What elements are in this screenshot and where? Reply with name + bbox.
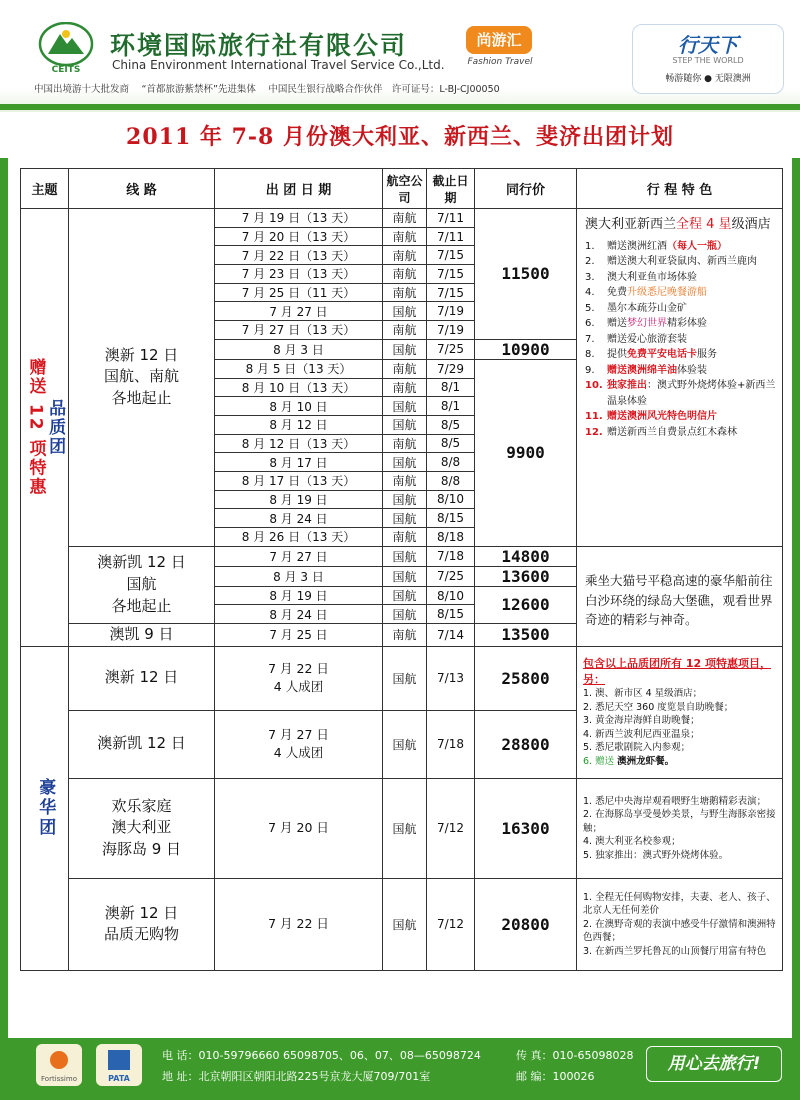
- date-cell: 7 月 27 日（13 天）: [215, 321, 383, 340]
- feature-text: 赠送新西兰自费景点红木森林: [607, 426, 737, 438]
- airline-cell: 国航: [383, 339, 427, 359]
- feature-num: 4.: [585, 287, 595, 299]
- deadline-cell: 8/5: [427, 434, 475, 453]
- deadline-cell: 8/8: [427, 453, 475, 472]
- features-family-list: [583, 795, 778, 862]
- deadline-cell: 8/1: [427, 397, 475, 416]
- feature-text-tail: 体验装: [677, 364, 707, 376]
- group-topic-luxury: [21, 646, 69, 970]
- header: [0, 0, 800, 112]
- features-luxury-head: 包含以上品质团所有 12 项特惠项目，另：: [583, 657, 771, 686]
- company-name: 环境国际旅行社有限公司: [110, 31, 408, 60]
- topic-quality-b: 赠送 12 项特惠: [25, 358, 46, 497]
- deadline-cell: 8/8: [427, 471, 475, 490]
- deadline-cell: 8/1: [427, 378, 475, 397]
- feature-item: [585, 254, 776, 270]
- pata-logo: [96, 1044, 142, 1086]
- feature-num: 9.: [585, 364, 595, 376]
- features-noshop-list: [583, 891, 778, 958]
- deadline-cell: 7/25: [427, 339, 475, 359]
- footer-phone: 电 话：010-59796660 65098705、06、07、08—65098724: [162, 1049, 481, 1062]
- feature-text: 墨尔本疏芬山金矿: [607, 302, 687, 314]
- airline-cell: 国航: [383, 302, 427, 321]
- feature-num: 5.: [585, 302, 595, 314]
- date-cell: 8 月 26 日（13 天）: [215, 528, 383, 547]
- feature-item: [585, 301, 776, 317]
- luxury-group-body: [21, 646, 783, 970]
- features-luxury-2: [577, 778, 783, 878]
- date-cell: 7 月 27 日: [215, 546, 383, 566]
- route-aok-9: 澳凯 9 日: [69, 624, 215, 647]
- feature-num: 12.: [585, 426, 603, 438]
- deadline-cell: 7/11: [427, 227, 475, 246]
- airline-cell: 南航: [383, 321, 427, 340]
- date-cell: 7 月 25 日: [215, 624, 383, 647]
- airline-cell: 国航: [383, 490, 427, 509]
- date-cell: 8 月 17 日: [215, 453, 383, 472]
- table-row: [21, 546, 783, 566]
- price-cell: 25800: [475, 646, 577, 710]
- price-cell: 12600: [475, 586, 577, 623]
- airline-cell: 南航: [383, 246, 427, 265]
- feature-item: [585, 285, 776, 301]
- features-list: [585, 239, 776, 441]
- feature-highlight: 赠送澳洲绵羊油: [607, 364, 677, 376]
- feature-highlight: 升级悉尼晚餐游船: [627, 287, 707, 299]
- date-cell: 7 月 20 日（13 天）: [215, 227, 383, 246]
- feature-item: [585, 332, 776, 348]
- features-luxury-last: [583, 755, 778, 768]
- airline-cell: 南航: [383, 528, 427, 547]
- brand-slogan: 畅游随你 ● 无限澳洲: [665, 74, 751, 84]
- feature-num: 3.: [585, 271, 595, 283]
- date-cell: 8 月 19 日: [215, 586, 383, 605]
- feature-item: 1. 全程无任何购物安排，夫妻、老人、孩子、北京人无任何差价: [583, 891, 776, 917]
- feature-item: 2. 在海豚岛享受曼妙美景，与野生海豚亲密接触；: [583, 809, 776, 834]
- deadline-cell: 7/12: [427, 778, 475, 878]
- date-cell: 8 月 3 日: [215, 339, 383, 359]
- brand-logo: [632, 24, 784, 94]
- feature-text: 赠送澳大利亚袋鼠肉、新西兰鹿肉: [607, 256, 757, 268]
- date-cell: 7 月 22 日 4 人成团: [215, 646, 383, 710]
- price-cell: 20800: [475, 878, 577, 970]
- feature-item: [585, 316, 776, 332]
- fortissimo-icon: [36, 1044, 82, 1086]
- deadline-cell: 8/18: [427, 528, 475, 547]
- company-english-name: China Environment International Travel Service Co.,Ltd.: [112, 58, 445, 72]
- airline-cell: 国航: [383, 397, 427, 416]
- features-lead-c: 级酒店: [731, 217, 771, 232]
- feature-item: [585, 347, 776, 363]
- date-cell: 7 月 23 日（13 天）: [215, 265, 383, 284]
- features-quality: [577, 209, 783, 547]
- features-luxury-last-a: 6. 赠送: [583, 755, 618, 767]
- price-cell: 13600: [475, 566, 577, 586]
- header-price: 同行价: [475, 169, 577, 209]
- airline-cell: 国航: [383, 453, 427, 472]
- features-luxury-1: [577, 646, 783, 778]
- features-luxury-last-b: 澳洲龙虾餐。: [617, 755, 675, 767]
- feature-text-tail: ：澳式野外烧烤体验+新西兰温泉体验: [607, 380, 776, 407]
- deadline-cell: 7/19: [427, 321, 475, 340]
- header-deadline: 截止日期: [427, 169, 475, 209]
- deadline-cell: 7/11: [427, 209, 475, 228]
- feature-item: [585, 409, 776, 425]
- deadline-cell: 7/15: [427, 283, 475, 302]
- feature-highlight: （每人一瓶）: [667, 240, 727, 252]
- airline-cell: 国航: [383, 778, 427, 878]
- date-cell: 8 月 24 日: [215, 605, 383, 624]
- feature-item: 3. 黄金海岸海鲜自助晚餐；: [583, 715, 700, 727]
- airline-cell: 国航: [383, 509, 427, 528]
- date-cell: 8 月 17 日（13 天）: [215, 471, 383, 490]
- features-lead-a: 澳大利亚新西兰: [585, 217, 677, 232]
- brand-sub: STEP THE WORLD: [672, 56, 744, 65]
- feature-num: 6.: [585, 318, 595, 330]
- deadline-cell: 8/5: [427, 415, 475, 434]
- date-cell: 8 月 19 日: [215, 490, 383, 509]
- feature-text-tail: 服务: [697, 349, 717, 361]
- badge-sub: Fashion Travel: [467, 57, 533, 67]
- feature-highlight: 独家推出: [607, 380, 647, 392]
- feature-item: 5. 独家推出：澳式野外烧烤体验。: [583, 849, 729, 861]
- company-logo-icon: [34, 22, 98, 74]
- airline-cell: 南航: [383, 265, 427, 284]
- date-cell: 8 月 24 日: [215, 509, 383, 528]
- feature-text-tail: 精彩体验: [667, 318, 707, 330]
- date-cell: 8 月 3 日: [215, 566, 383, 586]
- airline-cell: 南航: [383, 283, 427, 302]
- route-cell: 澳新 12 日 品质无购物: [69, 878, 215, 970]
- feature-item: [585, 378, 776, 409]
- fortissimo-logo: [36, 1044, 82, 1086]
- feature-item: 3. 在新西兰罗托鲁瓦的山顶餐厅用富有特色: [583, 945, 767, 957]
- feature-item: [585, 363, 776, 379]
- price-cell: 16300: [475, 778, 577, 878]
- route-aoxk-12: 澳新凯 12 日 国航 各地起止: [69, 546, 215, 623]
- features-luxury-list: [583, 687, 778, 754]
- feature-text: 赠送澳洲红酒: [607, 240, 667, 252]
- route-cell: 澳新凯 12 日: [69, 710, 215, 778]
- feature-item: 1. 悉尼中央海岸观看喂野生塘鹅精彩表演；: [583, 795, 767, 807]
- company-tagline: 中国出境游十大批发商 “首都旅游紫禁杯”先进集体 中国民生银行战略合作伙伴 许可证号：L-BJ-CJ00050: [34, 84, 500, 95]
- pata-icon: [96, 1044, 142, 1086]
- header-route: 线 路: [69, 169, 215, 209]
- date-cell: 7 月 22 日（13 天）: [215, 246, 383, 265]
- quality-group-body: [21, 209, 783, 647]
- brand-main: 行天下: [678, 33, 738, 57]
- table-row: [21, 646, 783, 710]
- feature-num: 7.: [585, 333, 595, 345]
- feature-num: 1.: [585, 240, 595, 252]
- header-date: 出 团 日 期: [215, 169, 383, 209]
- airline-cell: 国航: [383, 710, 427, 778]
- deadline-cell: 7/19: [427, 302, 475, 321]
- right-border: [792, 158, 800, 1038]
- logo-text: CEITS: [51, 65, 81, 74]
- badge-main: 尚游汇: [466, 26, 532, 54]
- deadline-cell: 8/15: [427, 509, 475, 528]
- deadline-cell: 7/29: [427, 359, 475, 378]
- features-lead: [585, 215, 776, 236]
- airline-cell: 南航: [383, 624, 427, 647]
- deadline-cell: 7/18: [427, 710, 475, 778]
- table-row: [21, 209, 783, 228]
- features-luxury-3: [577, 878, 783, 970]
- feature-item: 2. 在澳野奇观的表演中感受牛仔激情和澳洲特色西餐；: [583, 918, 776, 944]
- airline-cell: 国航: [383, 878, 427, 970]
- airline-cell: 国航: [383, 586, 427, 605]
- airline-cell: 南航: [383, 209, 427, 228]
- feature-text: 免费: [607, 287, 627, 299]
- feature-item: 2. 悉尼天空 360 度览景自助晚餐；: [583, 701, 734, 713]
- deadline-cell: 7/12: [427, 878, 475, 970]
- price-cell: 10900: [475, 339, 577, 359]
- feature-text: 赠送: [607, 318, 627, 330]
- feature-num: 10.: [585, 380, 603, 392]
- airline-cell: 南航: [383, 378, 427, 397]
- deadline-cell: 7/25: [427, 566, 475, 586]
- feature-item: 5. 悉尼歌剧院入内参观；: [583, 742, 691, 754]
- route-aox-12: 澳新 12 日 国航、南航 各地起止: [69, 209, 215, 547]
- price-cell: 28800: [475, 710, 577, 778]
- deadline-cell: 7/15: [427, 246, 475, 265]
- table-row: [21, 778, 783, 878]
- feature-num: 8.: [585, 349, 595, 361]
- feature-highlight: 赠送澳洲风光特色明信片: [607, 411, 717, 423]
- deadline-cell: 7/15: [427, 265, 475, 284]
- footer-fax: 传 真：010-65098028: [516, 1049, 634, 1062]
- date-cell: 7 月 27 日 4 人成团: [215, 710, 383, 778]
- deadline-cell: 7/14: [427, 624, 475, 647]
- airline-cell: 国航: [383, 566, 427, 586]
- date-cell: 8 月 10 日: [215, 397, 383, 416]
- date-cell: 8 月 12 日: [215, 415, 383, 434]
- deadline-cell: 8/10: [427, 586, 475, 605]
- feature-highlight: 免费平安电话卡: [627, 349, 697, 361]
- deadline-cell: 8/15: [427, 605, 475, 624]
- logo1-text: Fortissimo: [41, 1075, 77, 1083]
- airline-cell: 国航: [383, 546, 427, 566]
- feature-item: 4. 澳大利亚名校参观；: [583, 836, 681, 848]
- price-cell: 13500: [475, 624, 577, 647]
- footer-address: 地 址：北京朝阳区朝阳北路225号京龙大厦709/701室: [162, 1070, 431, 1083]
- page-title: 2011 年 7-8 月份澳大利亚、新西兰、斐济出团计划: [126, 124, 674, 150]
- airline-cell: 南航: [383, 471, 427, 490]
- price-cell: 14800: [475, 546, 577, 566]
- date-cell: 7 月 27 日: [215, 302, 383, 321]
- topic-quality-a: 品质团: [45, 398, 66, 456]
- header-airline: 航空公司: [383, 169, 427, 209]
- footer-slogan: 用心去旅行!: [646, 1046, 782, 1082]
- header-features: 行 程 特 色: [577, 169, 783, 209]
- airline-cell: 南航: [383, 359, 427, 378]
- header-topic: 主题: [21, 169, 69, 209]
- airline-cell: 国航: [383, 415, 427, 434]
- feature-text: 提供: [607, 349, 627, 361]
- route-cell: 澳新 12 日: [69, 646, 215, 710]
- date-cell: 7 月 20 日: [215, 778, 383, 878]
- tour-schedule-table: [20, 168, 783, 971]
- deadline-cell: 7/18: [427, 546, 475, 566]
- table-row: [21, 878, 783, 970]
- features-reef: 乘坐大猫号平稳高速的豪华船前往白沙环绕的绿岛大堡礁，观看世界奇迹的精彩与神奇。: [577, 546, 783, 646]
- date-cell: 7 月 19 日（13 天）: [215, 209, 383, 228]
- footer-zip: 邮 编：100026: [516, 1070, 595, 1083]
- price-cell: 9900: [475, 359, 577, 546]
- airline-cell: 南航: [383, 227, 427, 246]
- feature-item: [585, 239, 776, 255]
- date-cell: 8 月 12 日（13 天）: [215, 434, 383, 453]
- features-lead-b: 全程 4 星: [676, 217, 732, 232]
- feature-item: [585, 270, 776, 286]
- price-cell: 11500: [475, 209, 577, 340]
- feature-text: 澳大利亚鱼市场体验: [607, 271, 697, 283]
- fashion-travel-badge: [466, 26, 534, 72]
- group-topic-quality: [21, 209, 69, 647]
- date-cell: 8 月 10 日（13 天）: [215, 378, 383, 397]
- header-divider: [0, 104, 800, 110]
- topic-luxury: 豪华团: [35, 778, 56, 839]
- left-border: [0, 158, 8, 1038]
- feature-num: 11.: [585, 411, 603, 423]
- route-cell: 欢乐家庭 澳大利亚 海豚岛 9 日: [69, 778, 215, 878]
- feature-num: 2.: [585, 256, 595, 268]
- feature-item: 4. 新西兰波利尼西亚温泉；: [583, 728, 700, 740]
- feature-item: [585, 425, 776, 441]
- date-cell: 8 月 5 日（13 天）: [215, 359, 383, 378]
- logo2-text: PATA: [108, 1074, 130, 1083]
- airline-cell: 国航: [383, 646, 427, 710]
- feature-text: 赠送爱心旅游套装: [607, 333, 687, 345]
- date-cell: 7 月 22 日: [215, 878, 383, 970]
- feature-highlight: 梦幻世界: [627, 318, 667, 330]
- airline-cell: 南航: [383, 434, 427, 453]
- feature-item: 1. 澳、新市区 4 星级酒店；: [583, 688, 703, 700]
- deadline-cell: 8/10: [427, 490, 475, 509]
- date-cell: 7 月 25 日（11 天）: [215, 283, 383, 302]
- airline-cell: 国航: [383, 605, 427, 624]
- deadline-cell: 7/13: [427, 646, 475, 710]
